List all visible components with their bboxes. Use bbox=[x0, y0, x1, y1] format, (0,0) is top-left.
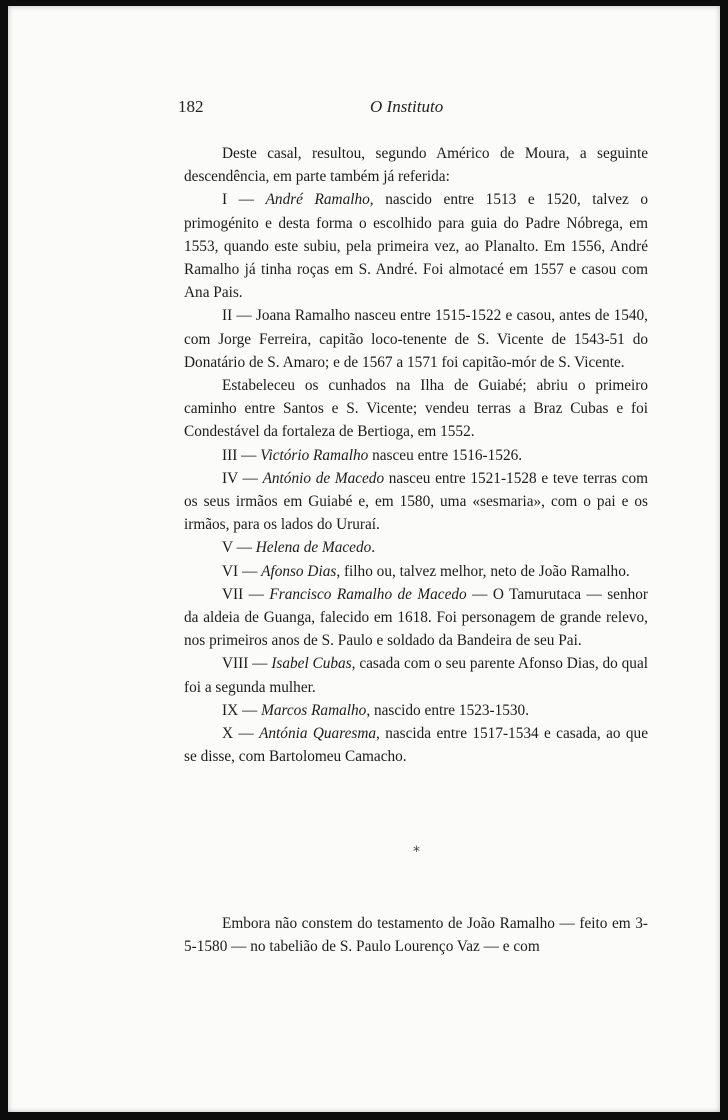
section-separator: * bbox=[413, 844, 420, 860]
entry-francisco: VII — Francisco Ramalho de Macedo — O Tamurutaca — senhor da aldeia de Guanga, falecido em 1618. Foi personagem de grande relevo, nos primeiros anos de S. Paulo e soldado da Bandeira de seu Pai. bbox=[184, 585, 648, 650]
page-number: 182 bbox=[178, 97, 204, 116]
entry-marcos: IX — Marcos Ramalho, nascido entre 1523-1530. bbox=[222, 701, 530, 719]
entry-joana: II — Joana Ramalho nasceu entre 1515-1522 e casou, antes de 1540, com Jorge Ferreira, capitão loco-tenente de S. Vicente de 1543-51 do Donatário de S. Amaro; e de 1567 a 1571 foi capitão-mór de S. Vicente. bbox=[184, 307, 648, 371]
paragraph-intro: Deste casal, resultou, segundo Américo de Moura, a seguinte descendência, em parte também já referida: bbox=[184, 145, 648, 186]
entry-isabel: VIII — Isabel Cubas, casada com o seu parente Afonso Dias, do qual foi a segunda mulher. bbox=[184, 655, 648, 696]
body-text bbox=[184, 142, 648, 768]
page-header bbox=[178, 97, 558, 121]
entry-andre: I — André Ramalho, nascido entre 1513 e 1520, talvez o primogénito e desta forma o escolhido para guia do Padre Nóbrega, em 1553, quando este subiu, pela primeira vez, ao Planalto. Em 1556, André Ramalho já tinha roças em S. André. Foi almotacé em 1557 e casou com Ana Pais. bbox=[184, 191, 649, 302]
entry-victorio: III — Victório Ramalho nasceu entre 1516-1526. bbox=[222, 446, 523, 464]
running-title: O Instituto bbox=[370, 97, 444, 116]
paragraph-closing: Embora não constem do testamento de João Ramalho — feito em 3-5-1580 — no tabelião de S. Paulo Lourenço Vaz — e com bbox=[184, 915, 648, 956]
entry-afonso: VI — Afonso Dias, filho ou, talvez melhor, neto de João Ramalho. bbox=[222, 562, 630, 580]
closing-text bbox=[184, 912, 648, 958]
page-sheet bbox=[8, 6, 720, 1112]
paragraph-joana-continued: Estabeleceu os cunhados na Ilha de Guiabé; abriu o primeiro caminho entre Santos e S. Vicente; vendeu terras a Braz Cubas e foi Condestável da fortaleza de Bertioga, em 1552. bbox=[184, 377, 648, 441]
entry-antonia: X — Antónia Quaresma, nascida entre 1517-1534 e casada, ao que se disse, com Bartolomeu Camacho. bbox=[184, 725, 648, 766]
entry-antonio: IV — António de Macedo nasceu entre 1521-1528 e teve terras com os seus irmãos em Guiabé e, em 1580, uma «sesmaria», com o pai e os irmãos, para os lados do Ururaí. bbox=[184, 469, 648, 534]
entry-helena: V — Helena de Macedo. bbox=[222, 539, 376, 557]
